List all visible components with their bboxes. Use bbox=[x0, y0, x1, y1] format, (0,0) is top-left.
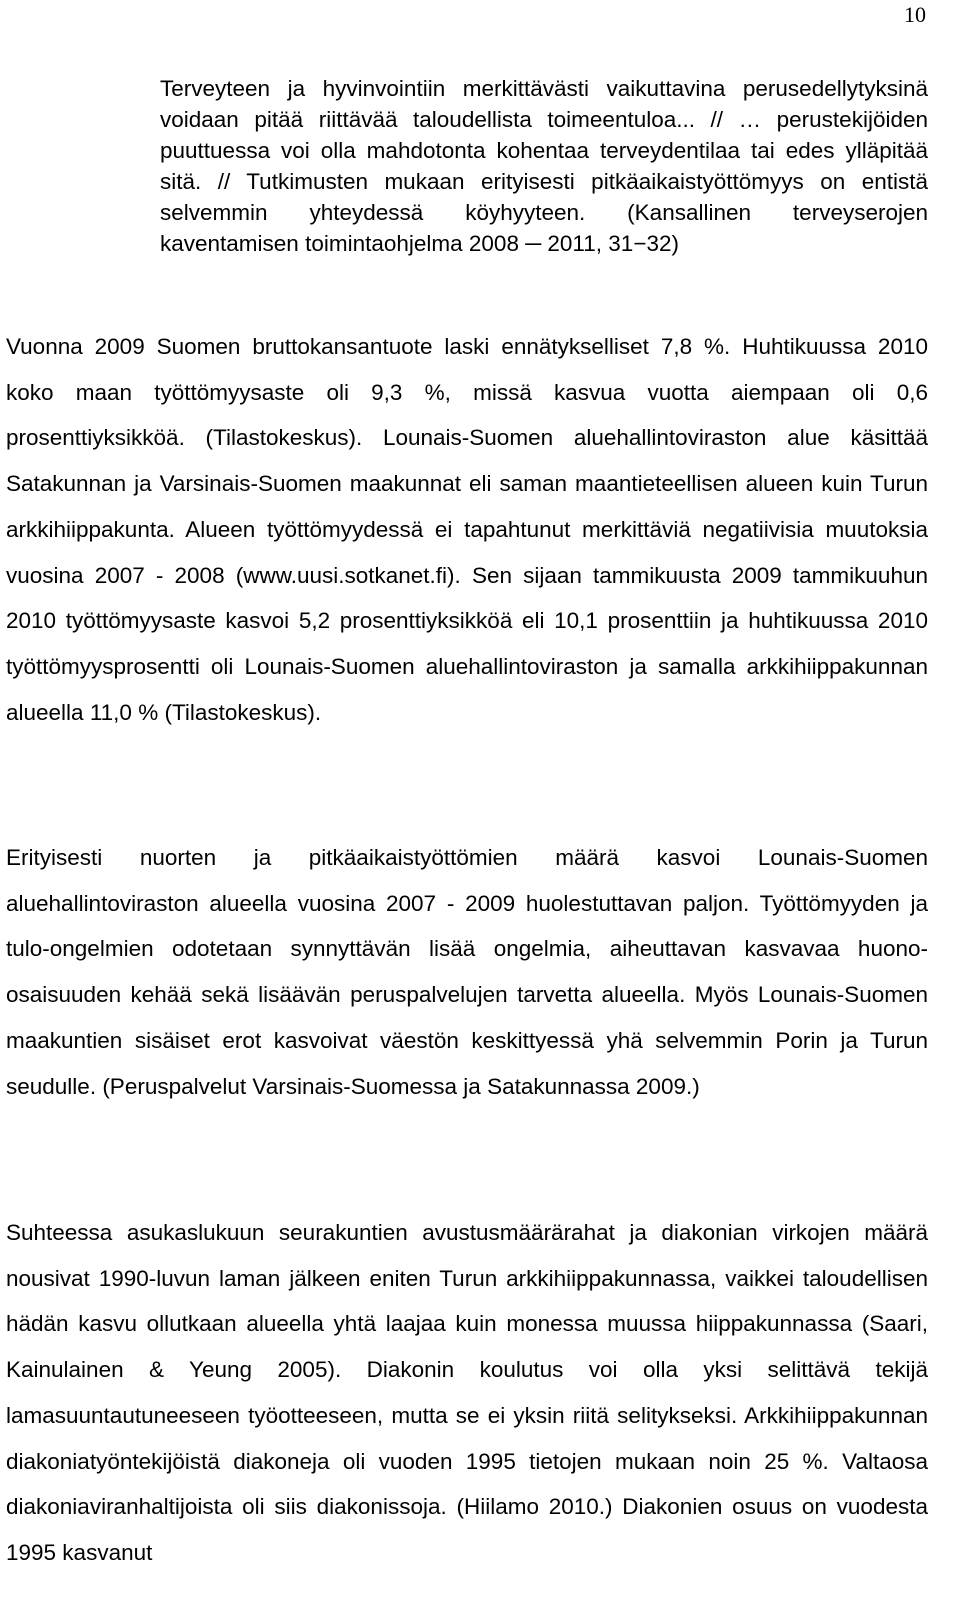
body-paragraph-2: Erityisesti nuorten ja pitkäaikaistyöttömien määrä kasvoi Lounais-Suomen aluehallintoviraston alueella vuosina 2007 - 2009 huolestuttavan paljon. Työttömyyden ja tulo-ongelmien odotetaan synnyttävän lisää ongelmia, aiheuttavan kasvavaa huono-osaisuuden kehää sekä lisäävän peruspalvelujen tarvetta alueella. Myös Lounais-Suomen maakuntien sisäiset erot kasvoivat väestön keskittyessä yhä selvemmin Porin ja Turun seudulle. (Peruspalvelut Varsinais-Suomessa ja Satakunnassa 2009.) bbox=[6, 845, 928, 1099]
page-number: 10 bbox=[904, 2, 926, 27]
body-paragraph-3: Suhteessa asukaslukuun seurakuntien avustusmäärärahat ja diakonian virkojen määrä nousivat 1990-luvun laman jälkeen eniten Turun arkkihiippakunnassa, vaikkei taloudellisen hädän kasvu ollutkaan alueella yhtä laajaa kuin monessa muussa hiippakunnassa (Saari, Kainulainen & Yeung 2005). Diakonin koulutus voi olla yksi selittävä tekijä lamasuuntautuneeseen työotteeseen, mutta se ei yksin riitä selitykseksi. Arkkihiippakunnan diakoniatyöntekijöistä diakoneja oli vuoden 1995 tietojen mukaan noin 25 %. Valtaosa diakoniaviranhaltijoista oli siis diakonissoja. (Hiilamo 2010.) Diakonien osuus on vuodesta 1995 kasvanut bbox=[6, 1220, 928, 1565]
body-paragraph-1: Vuonna 2009 Suomen bruttokansantuote laski ennätykselliset 7,8 %. Huhtikuussa 2010 koko maan työttömyysaste oli 9,3 %, missä kasvua vuotta aiempaan oli 0,6 prosenttiyksikköä. (Tilastokeskus). Lounais-Suomen aluehallintoviraston alue käsittää Satakunnan ja Varsinais-Suomen maakunnat eli saman maantieteellisen alueen kuin Turun arkkihiippakunta. Alueen työttömyydessä ei tapahtunut merkittäviä negatiivisia muutoksia vuosina 2007 - 2008 (www.uusi.sotkanet.fi). Sen sijaan tammikuusta 2009 tammikuuhun 2010 työttömyysaste kasvoi 5,2 prosenttiyksikköä eli 10,1 prosenttiin ja huhtikuussa 2010 työttömyysprosentti oli Lounais-Suomen aluehallintoviraston ja samalla arkkihiippakunnan alueella 11,0 % (Tilastokeskus). bbox=[6, 334, 928, 725]
block-quote: Terveyteen ja hyvinvointiin merkittävästi vaikuttavina perusedellytyksinä voidaan pitää riittävää taloudellista toimeentuloa... // … perustekijöiden puuttuessa voi olla mahdotonta kohentaa terveydentilaa tai edes ylläpitää sitä. // Tutkimusten mukaan erityisesti pitkäaikaistyöttömyys on entistä selvemmin yhteydessä köyhyyteen. (Kansallinen terveyserojen kaventamisen toimintaohjelma 2008 ─ 2011, 31−32) bbox=[160, 76, 928, 256]
